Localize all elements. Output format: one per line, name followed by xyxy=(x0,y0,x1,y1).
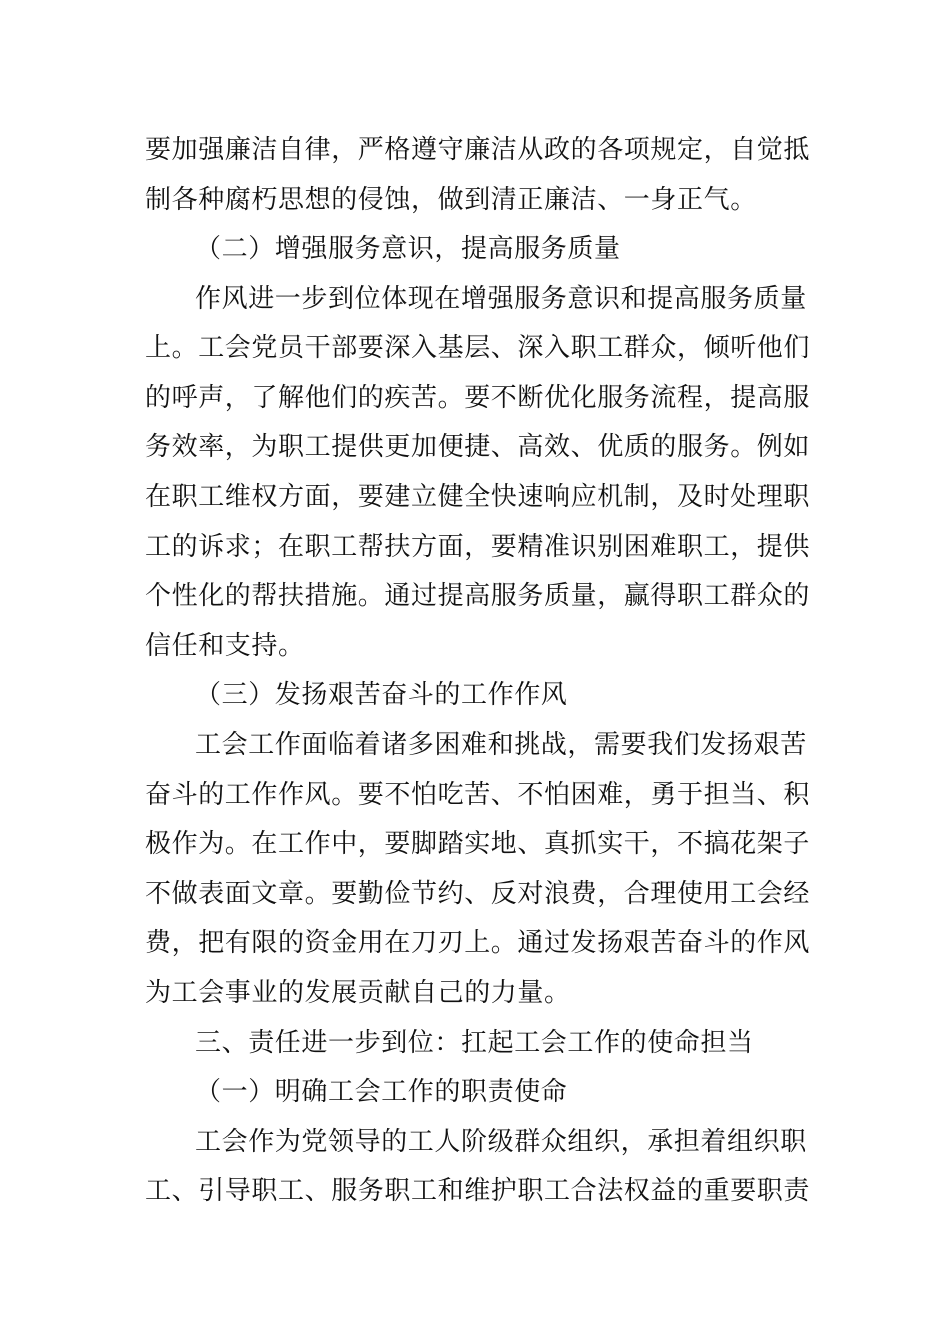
body-text-line: 上。工会党员干部要深入基层、深入职工群众，倾听他们 xyxy=(145,333,811,363)
body-text-line: 费，把有限的资金用在刀刃上。通过发扬艰苦奋斗的作风 xyxy=(145,928,811,958)
body-text-line: 务效率，为职工提供更加便捷、高效、优质的服务。例如 xyxy=(145,432,811,462)
body-text-line: 工、引导职工、服务职工和维护职工合法权益的重要职责 xyxy=(145,1176,811,1206)
section-heading: （三）发扬艰苦奋斗的工作作风 xyxy=(195,680,568,710)
body-text-line: 为工会事业的发展贡献自己的力量。 xyxy=(145,978,571,1008)
body-text-line: 个性化的帮扶措施。通过提高服务质量，赢得职工群众的 xyxy=(145,581,811,611)
paragraph-start-line: 作风进一步到位体现在增强服务意识和提高服务质量 xyxy=(195,284,807,314)
body-text-line: 不做表面文章。要勤俭节约、反对浪费，合理使用工会经 xyxy=(145,879,811,909)
paragraph-start-line: 工会作为党领导的工人阶级群众组织，承担着组织职 xyxy=(195,1127,807,1157)
body-text-line: 要加强廉洁自律，严格遵守廉洁从政的各项规定，自觉抵 xyxy=(145,135,811,165)
paragraph-start-line: 工会工作面临着诸多困难和挑战，需要我们发扬艰苦 xyxy=(195,730,807,760)
body-text-line: 奋斗的工作作风。要不怕吃苦、不怕困难，勇于担当、积 xyxy=(145,780,811,810)
body-text-line: 制各种腐朽思想的侵蚀，做到清正廉洁、一身正气。 xyxy=(145,185,757,215)
body-text-line: 在职工维权方面，要建立健全快速响应机制，及时处理职 xyxy=(145,482,811,512)
body-text-line: 信任和支持。 xyxy=(145,631,305,661)
body-text-line: 的呼声，了解他们的疾苦。要不断优化服务流程，提高服 xyxy=(145,383,811,413)
body-text-line: 工的诉求；在职工帮扶方面，要精准识别困难职工，提供 xyxy=(145,532,811,562)
body-text-line: 极作为。在工作中，要脚踏实地、真抓实干，不搞花架子 xyxy=(145,829,811,859)
chapter-heading: 三、责任进一步到位：扛起工会工作的使命担当 xyxy=(195,1028,754,1058)
section-heading: （一）明确工会工作的职责使命 xyxy=(195,1077,568,1107)
section-heading: （二）增强服务意识，提高服务质量 xyxy=(195,234,621,264)
